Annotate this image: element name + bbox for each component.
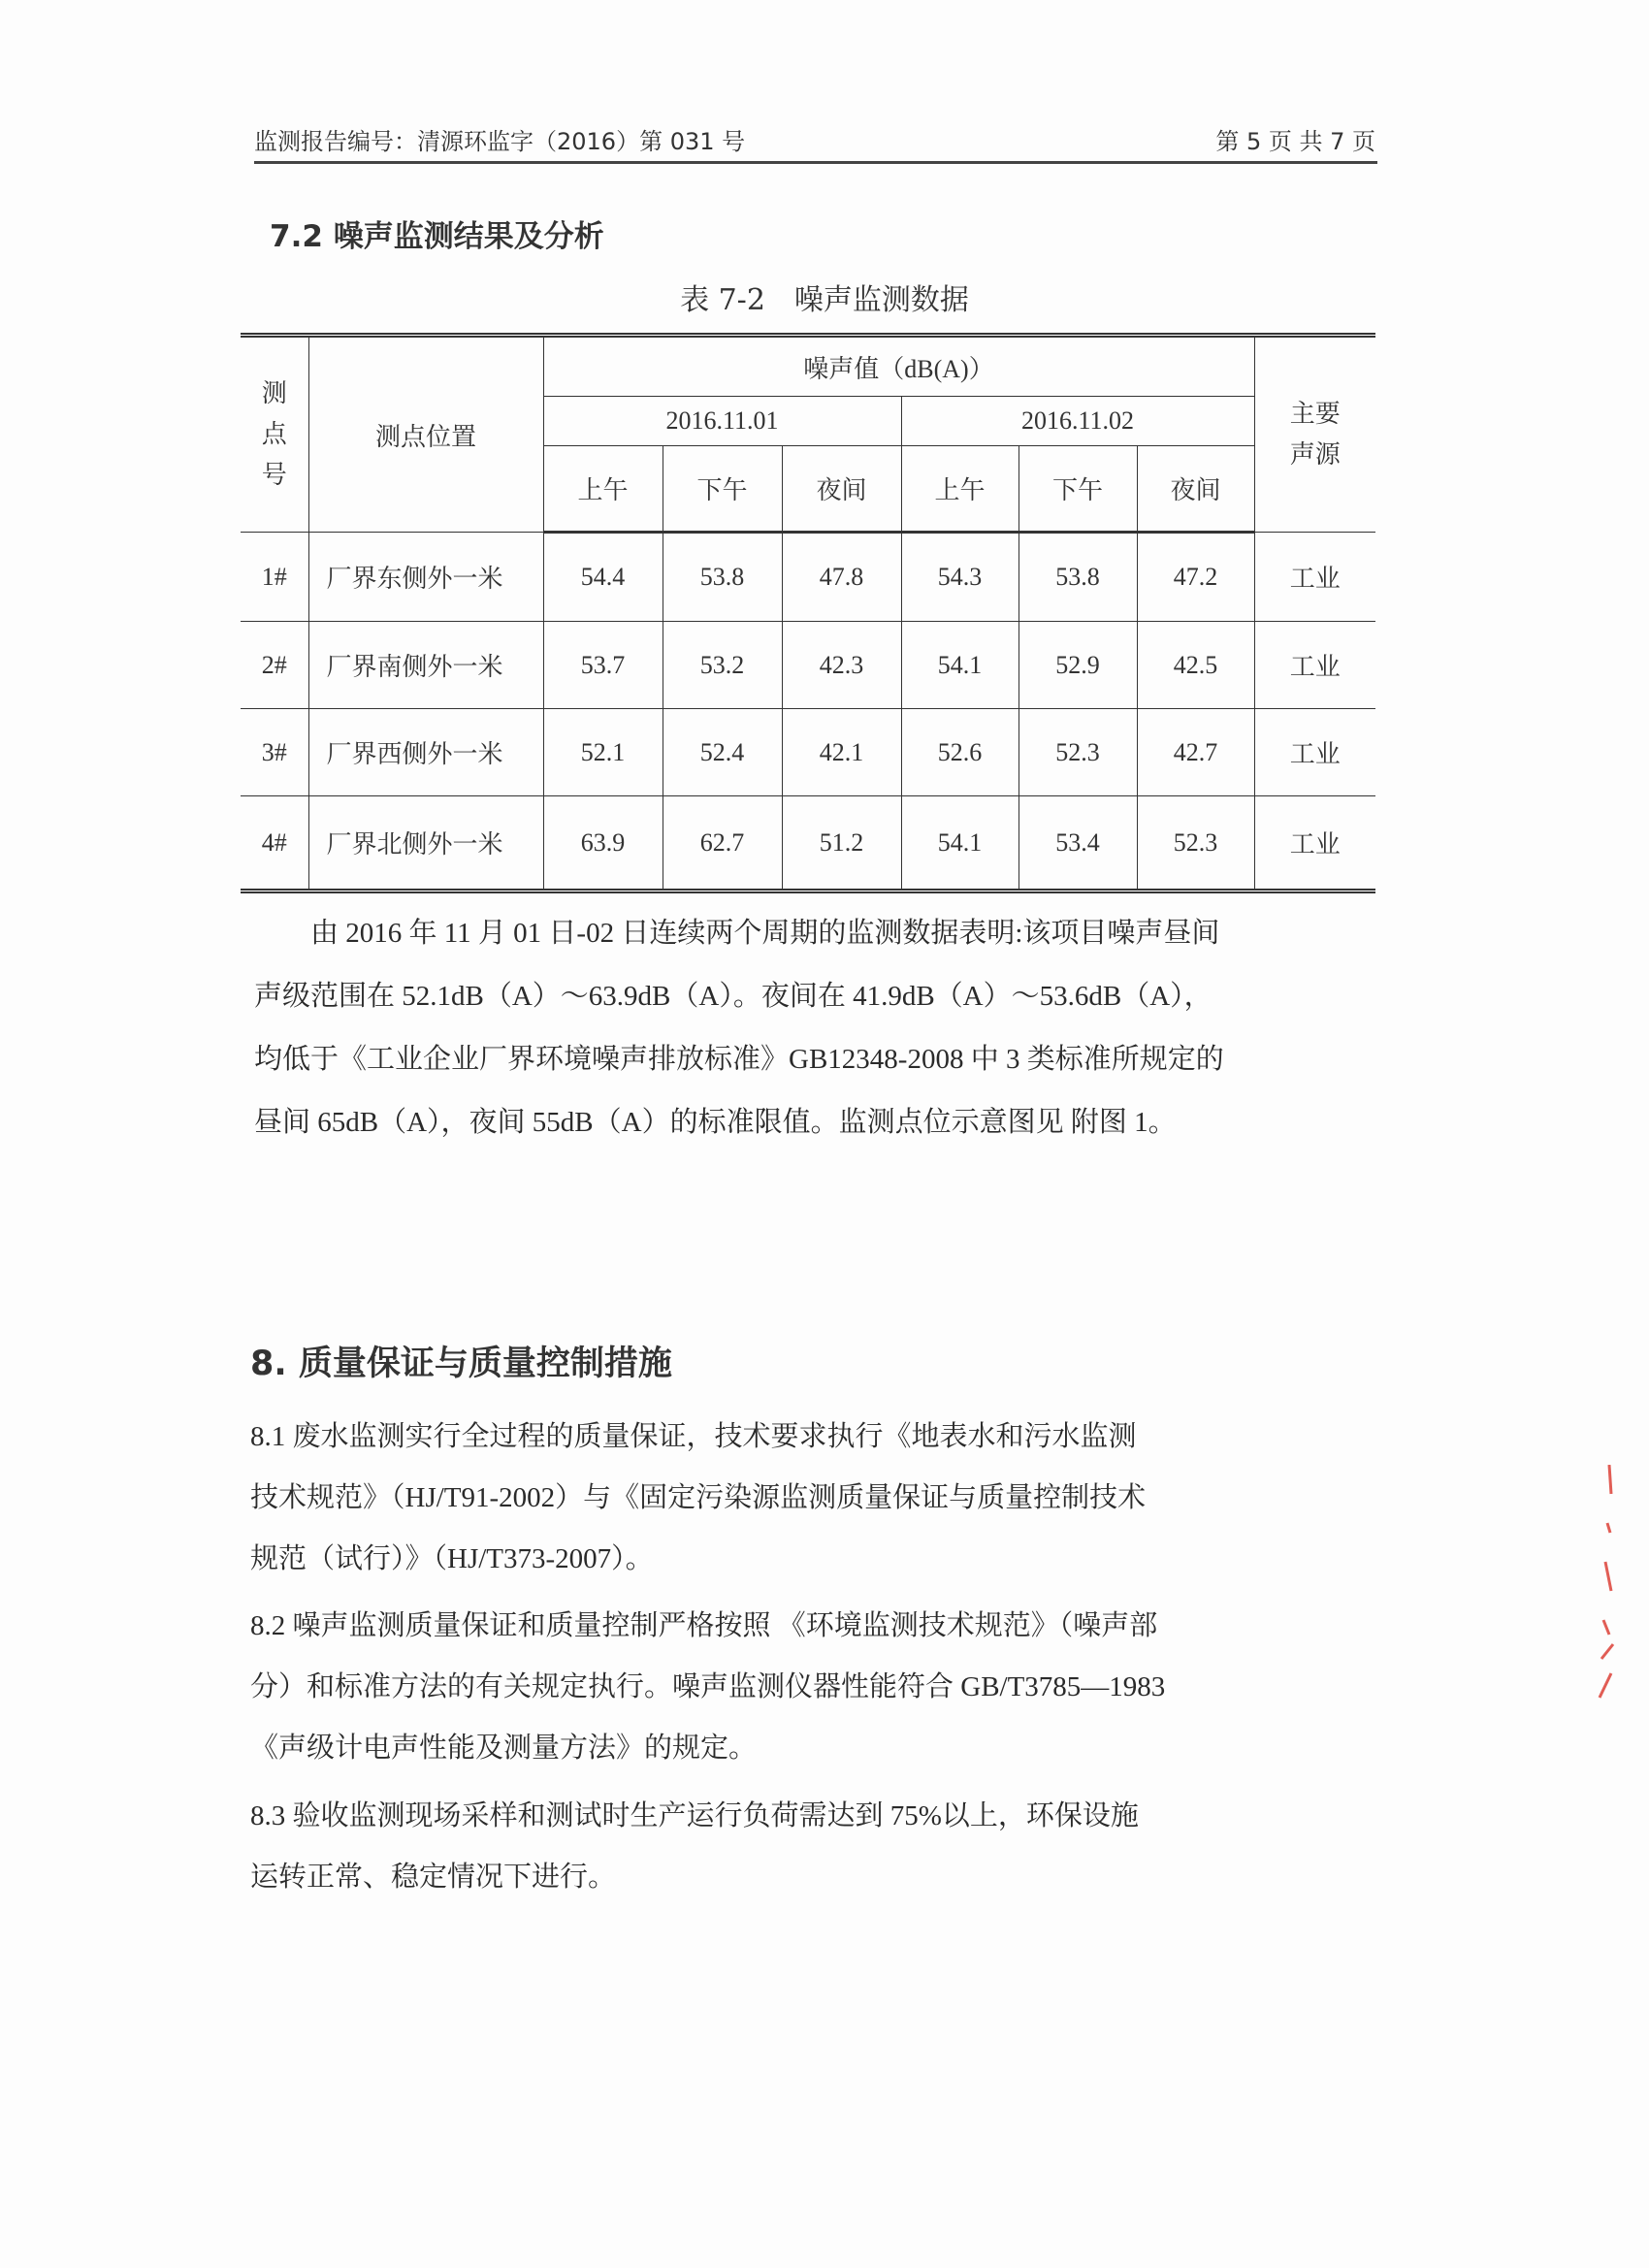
table-row <box>241 796 1375 891</box>
noise-value: 54.1 <box>901 796 1018 891</box>
text-line: 规范（试行）》（HJ/T373-2007）。 <box>250 1543 654 1574</box>
noise-value: 52.9 <box>1018 622 1137 709</box>
noise-value: 53.8 <box>1018 533 1137 622</box>
noise-value: 53.8 <box>663 533 782 622</box>
noise-value: 52.6 <box>901 709 1018 796</box>
analysis-paragraph <box>254 902 1379 1154</box>
header-noise-value: 噪声值（dB(A)） <box>543 336 1254 397</box>
paragraph-8-1 <box>250 1407 1146 1590</box>
noise-value: 42.1 <box>782 709 901 796</box>
noise-value: 54.1 <box>901 622 1018 709</box>
seal-stamp-edge <box>1596 1465 1615 1707</box>
header-date: 2016.11.01 <box>543 397 901 446</box>
noise-value: 53.4 <box>1018 796 1137 891</box>
paragraph-8-3 <box>250 1786 1139 1908</box>
point-location: 厂界南侧外一米 <box>308 622 543 709</box>
text-line: 分）和标准方法的有关规定执行。噪声监测仪器性能符合 GB/T3785—1983 <box>250 1671 1166 1702</box>
text-line: 均低于《工业企业厂界环境噪声排放标准》GB12348-2008 中 3 类标准所规定的 <box>254 1044 1224 1075</box>
report-number: 监测报告编号：清源环监字（2016）第 031 号 <box>254 128 746 155</box>
header-period: 下午 <box>1018 446 1137 533</box>
table-row <box>241 622 1375 709</box>
header-date: 2016.11.02 <box>901 397 1254 446</box>
table-row <box>241 533 1375 622</box>
noise-value: 42.5 <box>1137 622 1254 709</box>
point-location: 厂界东侧外一米 <box>308 533 543 622</box>
noise-value: 52.1 <box>543 709 663 796</box>
noise-value: 54.4 <box>543 533 663 622</box>
header-point-no: 测点号 <box>241 336 308 533</box>
table-caption: 表 7-2 噪声监测数据 <box>680 283 969 317</box>
text-line: 运转正常、稳定情况下进行。 <box>250 1862 617 1893</box>
main-source: 工业 <box>1254 796 1375 891</box>
noise-data-table <box>241 333 1375 893</box>
header-period: 夜间 <box>1137 446 1254 533</box>
header-main-source: 主要声源 <box>1254 336 1375 533</box>
header-period: 上午 <box>901 446 1018 533</box>
noise-value: 47.8 <box>782 533 901 622</box>
text-line: 由 2016 年 11 月 01 日-02 日连续两个周期的监测数据表明:该项目噪声昼间 <box>254 918 1220 949</box>
main-source: 工业 <box>1254 622 1375 709</box>
noise-value: 51.2 <box>782 796 901 891</box>
noise-value: 62.7 <box>663 796 782 891</box>
header-period: 夜间 <box>782 446 901 533</box>
main-source: 工业 <box>1254 709 1375 796</box>
noise-value: 42.3 <box>782 622 901 709</box>
text-line: 8.3 验收监测现场采样和测试时生产运行负荷需达到 75%以上，环保设施 <box>250 1800 1139 1831</box>
page-info: 第 5 页 共 7 页 <box>1215 128 1375 155</box>
text-line: 昼间 65dB（A），夜间 55dB（A）的标准限值。监测点位示意图见 附图 1。 <box>254 1107 1177 1138</box>
text-line: 《声级计电声性能及测量方法》的规定。 <box>250 1733 758 1764</box>
noise-value: 42.7 <box>1137 709 1254 796</box>
section-heading-7-2: 7.2 噪声监测结果及分析 <box>270 219 604 254</box>
text-line: 声级范围在 52.1dB（A）～63.9dB（A）。夜间在 41.9dB（A）～53.6dB（A）， <box>254 981 1212 1012</box>
main-source: 工业 <box>1254 533 1375 622</box>
point-no: 3# <box>241 709 308 796</box>
header-period: 上午 <box>543 446 663 533</box>
text-line: 8.1 废水监测实行全过程的质量保证，技术要求执行《地表水和污水监测 <box>250 1421 1137 1452</box>
noise-value: 63.9 <box>543 796 663 891</box>
header-period: 下午 <box>663 446 782 533</box>
point-no: 1# <box>241 533 308 622</box>
header-divider <box>254 161 1377 164</box>
noise-value: 52.3 <box>1137 796 1254 891</box>
noise-value: 53.7 <box>543 622 663 709</box>
noise-value: 54.3 <box>901 533 1018 622</box>
point-location: 厂界北侧外一米 <box>308 796 543 891</box>
point-no: 2# <box>241 622 308 709</box>
point-location: 厂界西侧外一米 <box>308 709 543 796</box>
noise-value: 52.3 <box>1018 709 1137 796</box>
table-row <box>241 709 1375 796</box>
noise-value: 47.2 <box>1137 533 1254 622</box>
header-location: 测点位置 <box>308 336 543 533</box>
noise-value: 53.2 <box>663 622 782 709</box>
text-line: 技术规范》（HJ/T91-2002）与《固定污染源监测质量保证与质量控制技术 <box>250 1482 1147 1513</box>
text-line: 8.2 噪声监测质量保证和质量控制严格按照 《环境监测技术规范》（噪声部 <box>250 1610 1158 1641</box>
section-heading-8: 8. 质量保证与质量控制措施 <box>250 1345 672 1383</box>
noise-value: 52.4 <box>663 709 782 796</box>
paragraph-8-2 <box>250 1596 1165 1779</box>
point-no: 4# <box>241 796 308 891</box>
